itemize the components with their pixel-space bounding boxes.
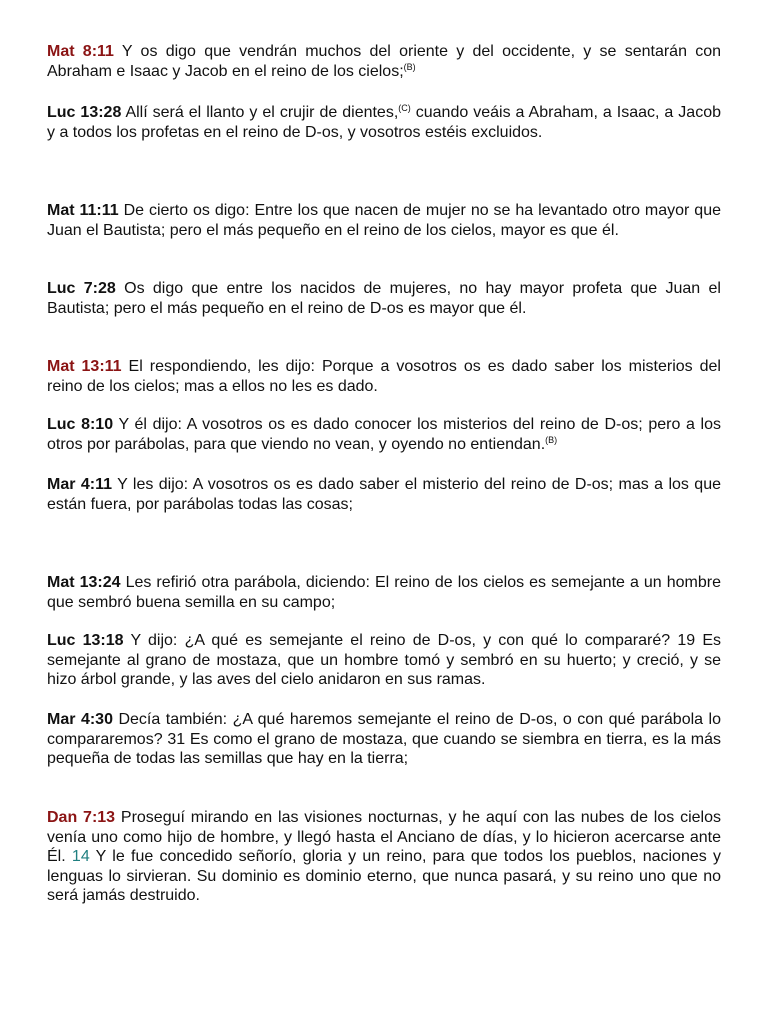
verse-ref: Luc 13:28: [47, 104, 122, 121]
verse-mar-4-30: [47, 710, 721, 769]
verse-ref: Mar 4:11: [47, 476, 112, 493]
verse-luc-13-28: [47, 103, 721, 142]
verse-text: Y él dijo: A vosotros os es dado conocer los misterios del reino de D-os; pero a los otros por parábolas, para que viendo no vean, y oyendo no entiendan.: [47, 416, 721, 453]
verse-text: Y les dijo: A vosotros os es dado saber el misterio del reino de D-os; mas a los que están fuera, por parábolas todas las cosas;: [47, 476, 721, 513]
footnote-marker: (B): [545, 434, 558, 445]
verse-ref: Dan 7:13: [47, 809, 116, 826]
verse-text: Proseguí mirando en las visiones nocturnas, y he aquí con las nubes de los cielos venía uno como hijo de hombre, y llegó hasta el Anciano de días, y lo hicieron acercarse ante Él.: [47, 809, 721, 865]
verse-dan-7-13: [47, 808, 721, 906]
verse-text: Decía también: ¿A qué haremos semejante el reino de D-os, o con qué parábola lo compararemos? 31 Es como el grano de mostaza, que cuando se siembra en tierra, es la más pequeña de todas las semillas que hay en la tierra;: [47, 711, 722, 767]
verse-mat-8-11: [47, 42, 721, 81]
verse-ref: Luc 8:10: [47, 416, 114, 433]
verse-text: El respondiendo, les dijo: Porque a vosotros os es dado saber los misterios del reino de los cielos; mas a ellos no les es dado.: [47, 358, 721, 395]
verse-text-continued: Y le fue concedido señorío, gloria y un reino, para que todos los pueblos, naciones y lenguas lo sirvieran. Su dominio es dominio eterno, que nunca pasará, y su reino uno que no será jamás destruido.: [47, 848, 721, 904]
verse-text: Allí será el llanto y el crujir de dientes,: [121, 104, 399, 121]
verse-ref: Mat 11:11: [47, 202, 119, 219]
verse-mat-13-11: [47, 357, 721, 396]
footnote-marker: (B): [403, 61, 416, 72]
verse-text: Y dijo: ¿A qué es semejante el reino de D-os, y con qué lo compararé? 19 Es semejante al grano de mostaza, que un hombre tomó y sembró en su huerto; y creció, y se hizo árbol grande, y las aves del cielo anidaron en sus ramas.: [47, 632, 722, 688]
verse-text: Y os digo que vendrán muchos del oriente y del occidente, y se sentarán con Abraham e Isaac y Jacob en el reino de los cielos;: [47, 43, 722, 80]
verse-text: Os digo que entre los nacidos de mujeres, no hay mayor profeta que Juan el Bautista; pero el más pequeño en el reino de D-os es mayor que él.: [47, 280, 721, 317]
verse-mat-13-24: [47, 573, 721, 612]
footnote-marker: (C): [398, 103, 411, 113]
verse-luc-8-10: [47, 415, 721, 454]
verse-ref: Mat 13:24: [47, 574, 121, 591]
verse-number: 14: [71, 848, 90, 865]
verse-ref: Luc 13:18: [47, 632, 124, 649]
verse-mat-11-11: [47, 201, 721, 240]
verse-text-continued: cuando veáis a Abraham, a Isaac, a Jacob y a todos los profetas en el reino de D-os, y vosotros estéis excluidos.: [47, 104, 722, 141]
verse-luc-13-18: [47, 631, 721, 690]
verse-text: Les refirió otra parábola, diciendo: El reino de los cielos es semejante a un hombre que sembró buena semilla en su campo;: [47, 574, 721, 611]
verse-ref: Mat 8:11: [47, 43, 114, 60]
verse-luc-7-28: [47, 279, 721, 318]
verse-ref: Luc 7:28: [47, 280, 116, 297]
verse-ref: Mar 4:30: [47, 711, 113, 728]
verse-mar-4-11: [47, 475, 721, 514]
verse-text: De cierto os digo: Entre los que nacen de mujer no se ha levantado otro mayor que Juan el Bautista; pero el más pequeño en el reino de los cielos, mayor es que él.: [47, 202, 721, 239]
verse-ref: Mat 13:11: [47, 358, 122, 375]
